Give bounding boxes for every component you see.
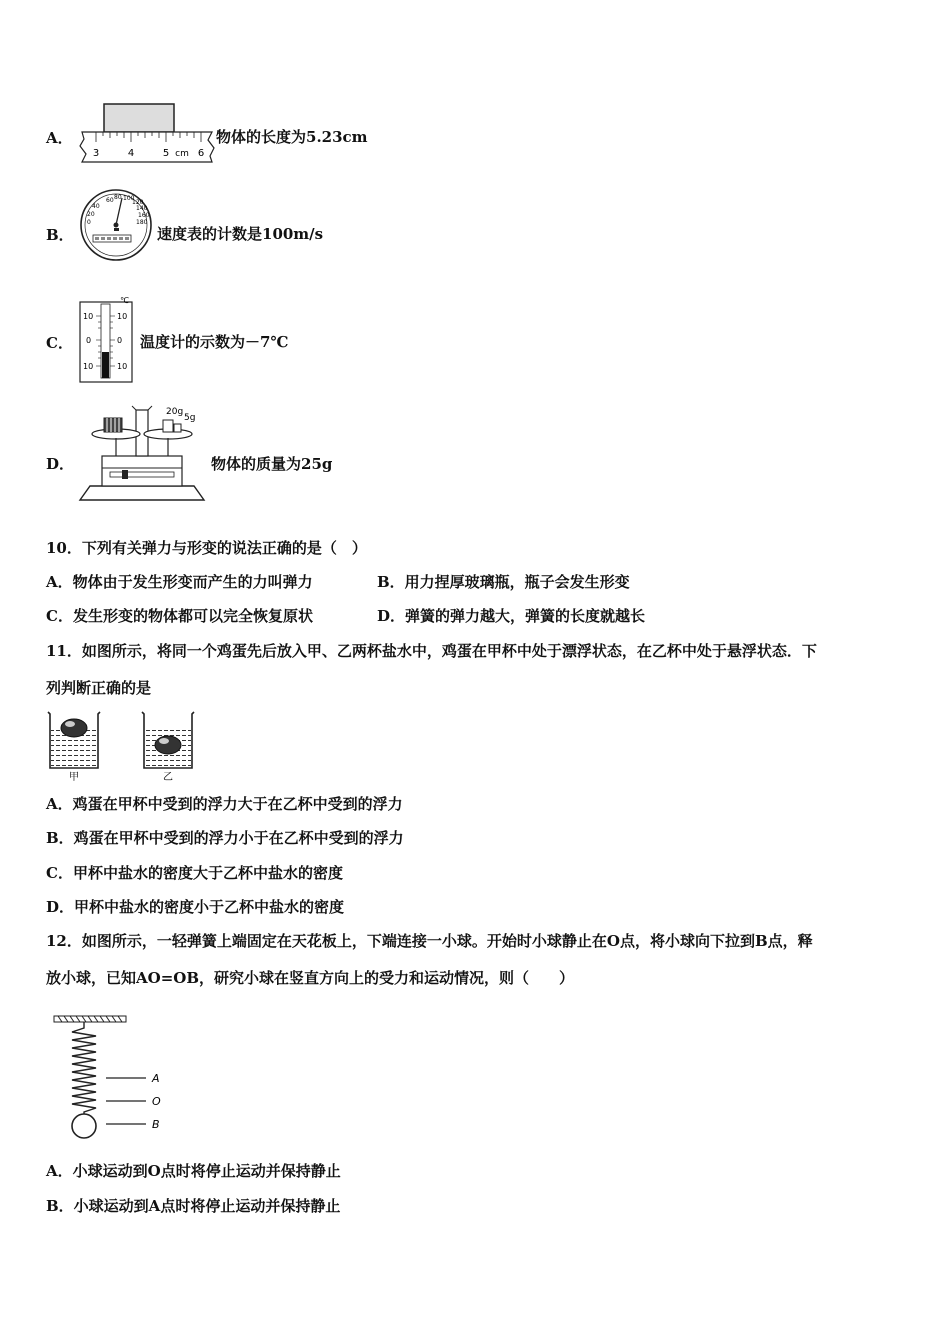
scale-label: 0 (117, 336, 123, 345)
q11-option-b: B．鸡蛋在甲杯中受到的浮力小于在乙杯中受到的浮力 (46, 829, 404, 847)
ruler-figure (76, 102, 216, 164)
scale-label: 0 (86, 336, 92, 345)
q11-option-a: A．鸡蛋在甲杯中受到的浮力大于在乙杯中受到的浮力 (46, 795, 403, 813)
scale-label: 10 (83, 312, 94, 321)
q10-stem: 10．下列有关弹力与形变的说法正确的是（ ） (46, 539, 367, 557)
speedometer-figure (76, 188, 156, 262)
ball (72, 1114, 96, 1138)
dial-label: 140 (136, 205, 148, 212)
q10-option-d: D．弹簧的弹力越大，弹簧的长度就越长 (377, 607, 646, 625)
weight-20g (163, 420, 173, 432)
weight-5g (174, 424, 181, 432)
q11-stem-line1: 11．如图所示，将同一个鸡蛋先后放入甲、乙两杯盐水中，鸡蛋在甲杯中处于漂浮状态，在乙杯中处于悬浮状态．下 (46, 642, 817, 660)
scale-label: 10 (83, 362, 94, 371)
spring-figure (48, 1012, 178, 1144)
q12-option-b: B．小球运动到A点时将停止运动并保持静止 (46, 1197, 341, 1215)
object-on-left-pan (104, 418, 122, 432)
balance-figure (76, 402, 208, 504)
balance-body (102, 456, 182, 486)
q12-option-a: A．小球运动到O点时将停止运动并保持静止 (46, 1162, 341, 1180)
weight-label: 5g (184, 413, 196, 423)
ruler-label: 6 (197, 148, 205, 159)
beaker-jia (48, 712, 100, 783)
option-d-text: 物体的质量为25g (211, 455, 333, 473)
weight-label: 20g (166, 407, 184, 417)
dial-label: 100 (123, 195, 135, 202)
point-label: A (152, 1072, 160, 1085)
dial-label: 0 (87, 219, 91, 226)
q10-option-c: C．发生形变的物体都可以完全恢复原状 (46, 607, 313, 625)
ruler-unit: cm (175, 149, 189, 159)
q11-option-d: D．甲杯中盐水的密度小于乙杯中盐水的密度 (46, 898, 345, 916)
rider-scale (110, 472, 174, 477)
option-c-letter: C． (46, 334, 73, 352)
q10-option-a: A．物体由于发生形变而产生的力叫弹力 (46, 573, 313, 591)
q12-stem-line2: 放小球，已知AO=OB，研究小球在竖直方向上的受力和运动情况，则（ ） (46, 969, 575, 987)
scale-label: 10 (117, 312, 128, 321)
beaker-yi (142, 712, 194, 783)
dial-label: 80 (114, 194, 122, 201)
egg-suspended (155, 736, 181, 754)
rider (122, 470, 128, 479)
q12-stem-line1: 12．如图所示，一轻弹簧上端固定在天花板上，下端连接一小球。开始时小球静止在O点，将小球向下拉到B点，释 (46, 932, 813, 950)
option-b-text: 速度表的计数是100m/s (157, 225, 324, 243)
option-c-text: 温度计的示数为－7℃ (140, 333, 289, 351)
q11-option-c: C．甲杯中盐水的密度大于乙杯中盐水的密度 (46, 864, 343, 882)
option-a-text: 物体的长度为5.23cm (216, 128, 368, 146)
point-label: O (152, 1095, 161, 1108)
ruler-label: 4 (127, 148, 135, 159)
dial-label: 20 (87, 211, 95, 218)
dial-label: 120 (132, 199, 144, 206)
balance-base (80, 486, 204, 500)
dial-label: 60 (106, 197, 114, 204)
q11-stem-line2: 列判断正确的是 (46, 679, 152, 697)
dial-label: 160 (138, 212, 150, 219)
thermometer-figure (76, 294, 136, 386)
beakers-figure (44, 708, 204, 784)
ruler-label: 5 (162, 148, 170, 159)
spring (72, 1022, 96, 1116)
thermometer-unit: ℃ (120, 296, 129, 305)
q10-option-b: B．用力捏厚玻璃瓶，瓶子会发生形变 (377, 573, 630, 591)
option-d-letter: D． (46, 455, 75, 473)
cup-label: 甲 (69, 772, 79, 783)
option-a-letter: A． (46, 129, 73, 147)
cup-label: 乙 (163, 772, 173, 783)
egg-floating (61, 719, 87, 737)
ruler-label: 3 (92, 148, 100, 159)
dial-label: 180 (136, 219, 148, 226)
point-label: B (152, 1118, 160, 1131)
dial-label: 40 (92, 203, 100, 210)
option-b-letter: B． (46, 226, 74, 244)
mercury-column (102, 352, 109, 378)
measured-block (104, 104, 174, 132)
scale-label: 10 (117, 362, 128, 371)
